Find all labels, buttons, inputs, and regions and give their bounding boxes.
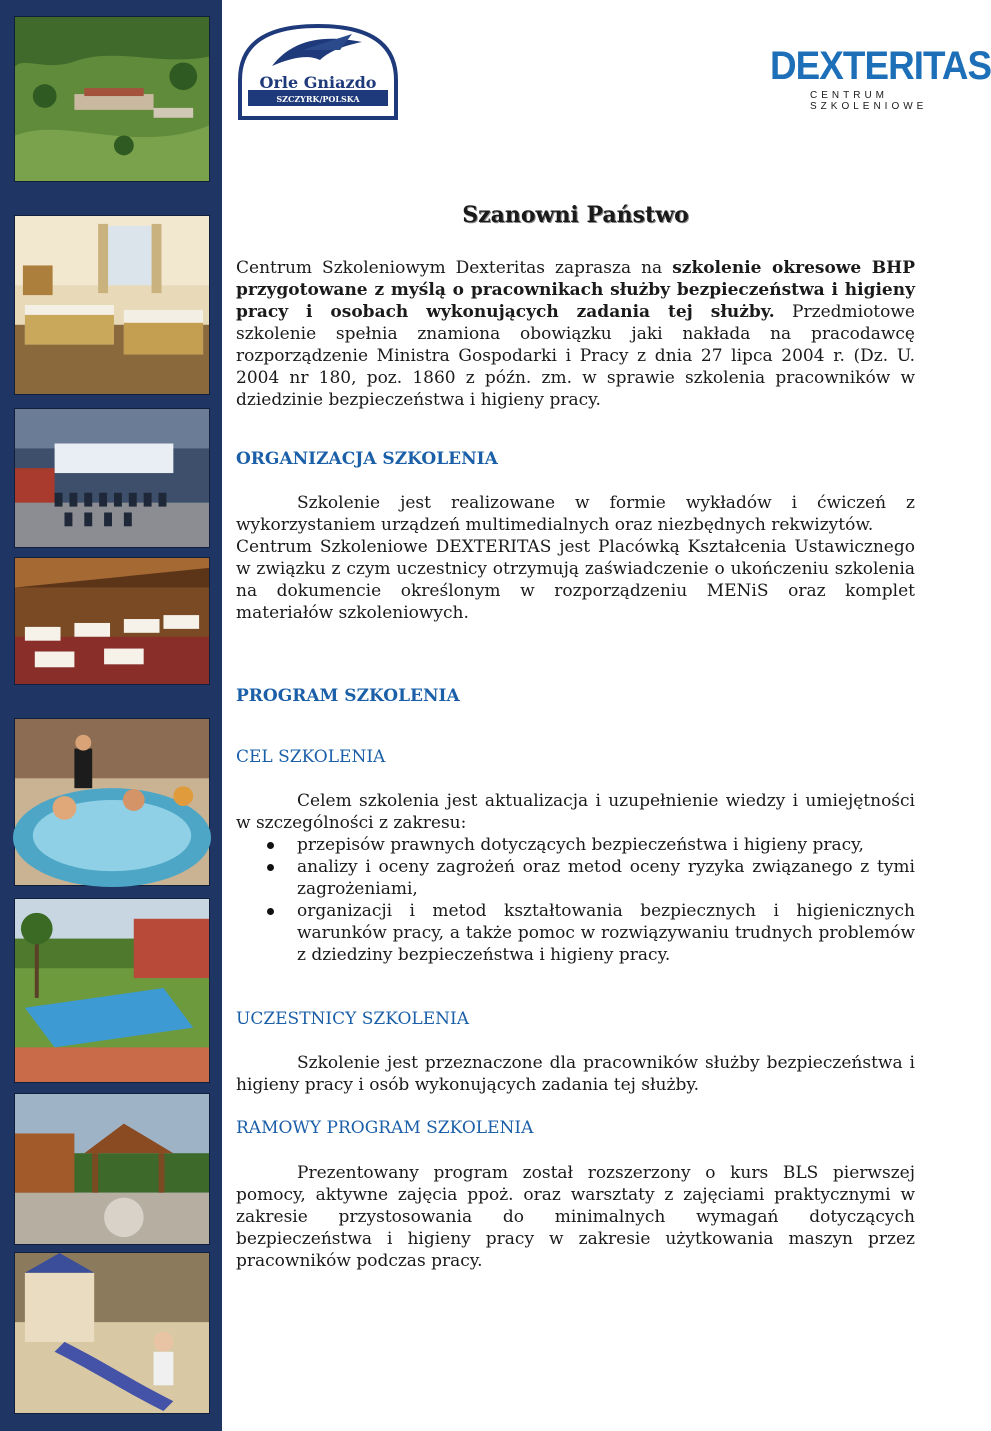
photo-outdoor-pool	[14, 898, 210, 1083]
cel-list-item: analizy i oceny zagrożeń oraz metod oceny ryzyka związanego z tymi zagrożeniami,	[236, 856, 915, 900]
organizacja-section	[236, 492, 915, 624]
heading-organizacja: ORGANIZACJA SZKOLENIA	[236, 449, 498, 469]
intro-bold-text: szkolenie okresowe BHP przygotowane z myślą o pracownikach służby bezpieczeństwa i higieny pracy i osobach wykonujących zadania tej służby.	[236, 258, 915, 322]
intro-text: Centrum Szkoleniowym Dexteritas zaprasza na	[236, 258, 673, 278]
cel-section	[236, 790, 915, 966]
orle-gniazdo-logo	[232, 20, 404, 126]
heading-cel: CEL SZKOLENIA	[236, 747, 386, 767]
organizacja-p2: Centrum Szkoleniowe DEXTERITAS jest Placówką Kształcenia Ustawicznego w związku z czym uczestnicy otrzymują zaświadczenie o ukończeniu szkolenia na dokumencie określonym w rozporządzeniu MENiS oraz komplet materiałów szkoleniowych.	[236, 537, 915, 623]
cel-lead: Celem szkolenia jest aktualizacja i uzupełnienie wiedzy i umiejętności w szczególności z zakresu:	[236, 791, 915, 833]
photo-hotel-room	[14, 215, 210, 395]
photo-conference-room	[14, 408, 210, 548]
photo-aerial-hotel	[14, 16, 210, 182]
intro-paragraph	[236, 257, 915, 411]
photo-jacuzzi	[14, 718, 210, 886]
cel-list-item: organizacji i metod kształtowania bezpiecznych i higienicznych warunków pracy, a także pomoc w rozwiązywaniu trudnych problemów z dziedziny bezpieczeństwa i higieny pracy.	[236, 900, 915, 966]
orle-logo-name: Orle Gniazdo	[259, 73, 377, 92]
ramowy-text: Prezentowany program został rozszerzony o kurs BLS pierwszej pomocy, aktywne zajęcia ppoż. oraz warsztaty z zajęciami praktycznymi w zakresie przystosowania do minimalnych wymagań dotyczących bezpieczeństwa i higieny pracy w zakresie użytkowania maszyn przez pracowników podczas pracy.	[236, 1163, 915, 1271]
dexteritas-logo	[770, 44, 991, 112]
heading-uczestnicy: UCZESTNICY SZKOLENIA	[236, 1009, 469, 1029]
photo-strip	[0, 0, 222, 1431]
uczestnicy-text: Szkolenie jest przeznaczone dla pracowników służby bezpieczeństwa i higieny pracy i osób wykonujących zadania tej służby.	[236, 1053, 915, 1095]
cel-list-item: przepisów prawnych dotyczących bezpieczeństwa i higieny pracy,	[236, 834, 915, 856]
photo-gazebo	[14, 1093, 210, 1245]
uczestnicy-section	[236, 1052, 915, 1096]
dexteritas-logo-tagline: CENTRUM SZKOLENIOWE	[810, 90, 928, 112]
organizacja-p1: Szkolenie jest realizowane w formie wykładów i ćwiczeń z wykorzystaniem urządzeń multimedialnych oraz niezbędnych rekwizytów.	[236, 493, 915, 535]
photo-playground	[14, 1252, 210, 1414]
cel-list	[236, 834, 915, 966]
orle-logo-location: SZCZYRK/POLSKA	[276, 94, 360, 104]
ramowy-section	[236, 1162, 915, 1272]
intro-text-cont: Przedmiotowe szkolenie spełnia znamiona obowiązku jaki nakłada na pracodawcę rozporządzenie Ministra Gospodarki i Pracy z dnia 27 lipca 2004 r. (Dz. U. 2004 nr 180, poz. 1860 z późn. zm. w sprawie szkolenia pracowników w dziedzinie bezpieczeństwa i higieny pracy.	[236, 302, 915, 410]
dexteritas-logo-name: DEXTERITAS	[770, 44, 991, 88]
page-title: Szanowni Państwo	[462, 202, 689, 228]
heading-program: PROGRAM SZKOLENIA	[236, 686, 460, 706]
heading-ramowy: RAMOWY PROGRAM SZKOLENIA	[236, 1118, 534, 1138]
photo-restaurant	[14, 557, 210, 685]
